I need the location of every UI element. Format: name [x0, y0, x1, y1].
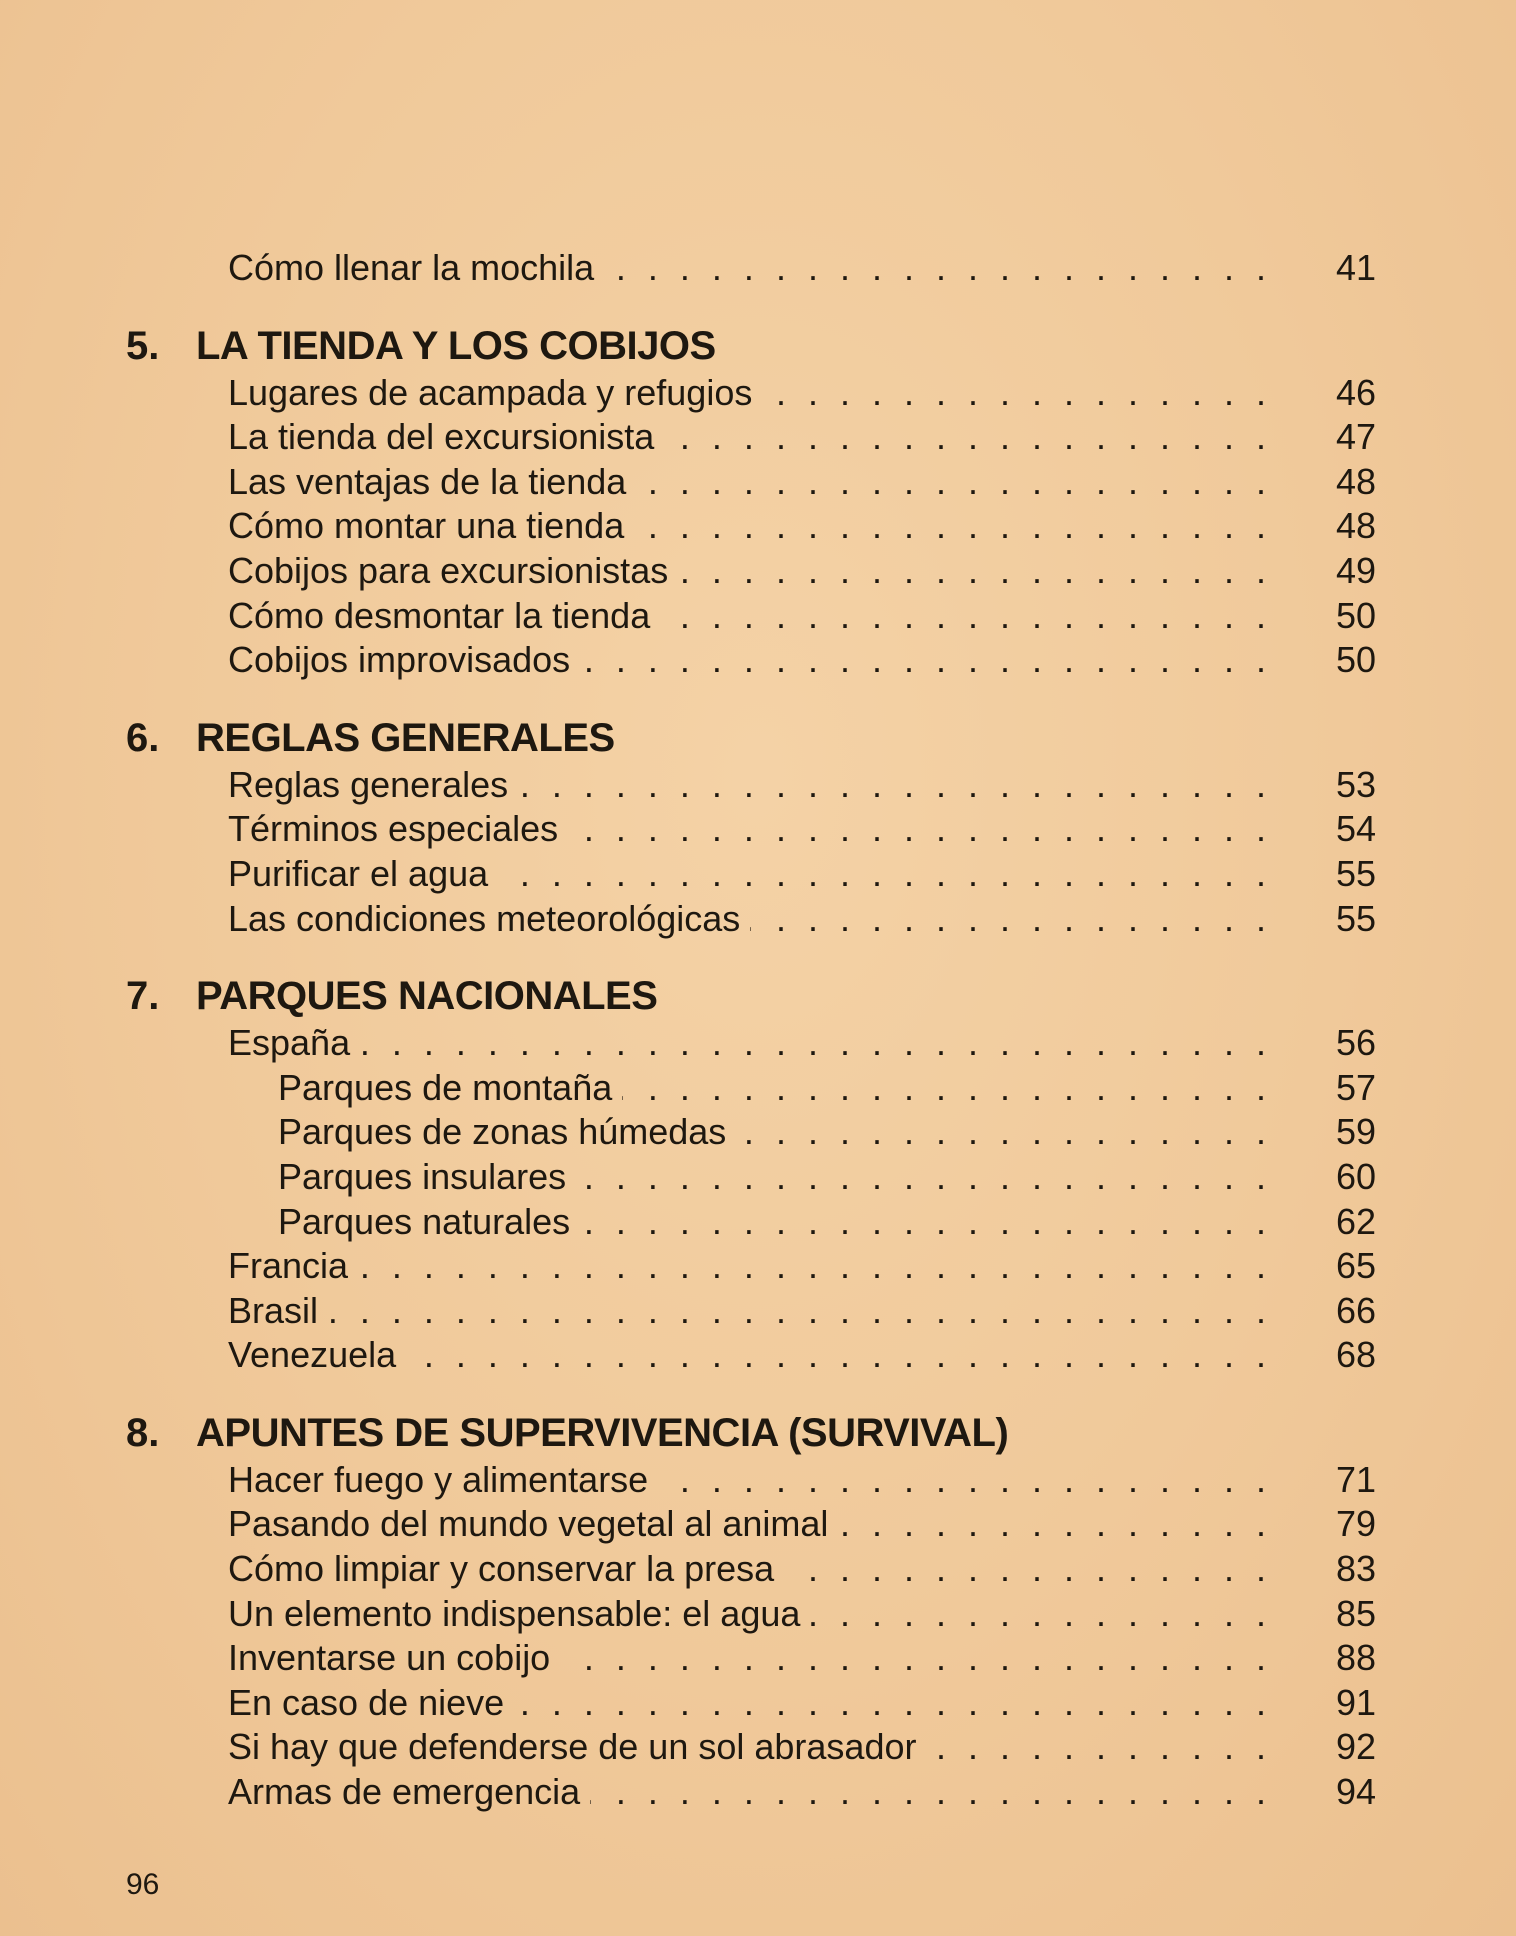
dot-leader [636, 460, 1266, 505]
toc-entry-title: Reglas generales [228, 763, 509, 805]
toc-entry [126, 1502, 1376, 1547]
toc-entry-title: Cómo montar una tienda [228, 505, 625, 547]
dot-leader [678, 549, 1266, 594]
toc-entry-title: Términos especiales [228, 808, 559, 850]
dot-leader [560, 1636, 1266, 1681]
chapter-number: 6. [126, 715, 160, 760]
toc-entry-page: 71 [1335, 1458, 1376, 1500]
toc-entry-title: Armas de emergencia [228, 1771, 581, 1813]
toc-entry-title: Las ventajas de la tienda [228, 460, 627, 502]
toc-entry-title: Cobijos improvisados [228, 639, 571, 681]
toc-entry-page: 68 [1335, 1334, 1376, 1376]
toc-entry [126, 1333, 1376, 1378]
toc-entry [126, 1636, 1376, 1681]
toc-entry-title: Purificar el agua [228, 852, 489, 894]
toc-entry [126, 460, 1376, 505]
toc-entry-title: Inventarse un cobijo [228, 1637, 551, 1679]
toc-entry-page: 53 [1335, 763, 1376, 805]
toc-entry-page: 50 [1335, 594, 1376, 636]
toc-entry-page: 48 [1335, 505, 1376, 547]
toc-entry [126, 1289, 1376, 1334]
chapter-heading [126, 713, 1376, 763]
dot-leader [810, 1592, 1266, 1637]
toc-entry [126, 594, 1376, 639]
toc-entry [126, 852, 1376, 897]
dot-leader [514, 1681, 1266, 1726]
toc-entry [126, 1021, 1376, 1066]
toc-entry [126, 638, 1376, 683]
dot-leader [576, 1155, 1266, 1200]
toc-entry-page: 55 [1335, 897, 1376, 939]
toc-entry [126, 371, 1376, 416]
toc-entry-title: Cómo desmontar la tienda [228, 594, 651, 636]
toc-entry [126, 897, 1376, 942]
toc-entry-page: 65 [1335, 1245, 1376, 1287]
dot-leader [664, 415, 1266, 460]
dot-leader [926, 1725, 1266, 1770]
toc-entry-title: Parques de zonas húmedas [278, 1111, 727, 1153]
toc-entry-page: 54 [1335, 808, 1376, 850]
chapter-number: 7. [126, 974, 160, 1019]
toc-entry-page: 47 [1335, 416, 1376, 458]
dot-leader [360, 1021, 1266, 1066]
toc-entry-page: 41 [1335, 247, 1376, 288]
toc-entry-title: Pasando del mundo vegetal al animal [228, 1503, 829, 1545]
toc-entry [126, 1244, 1376, 1289]
toc-entry [126, 246, 1376, 291]
toc-entry-title: Venezuela [228, 1334, 397, 1376]
toc-entry-page: 92 [1335, 1726, 1376, 1768]
toc-entry-page: 55 [1335, 852, 1376, 894]
chapter-number: 5. [126, 323, 160, 368]
chapter-title: REGLAS GENERALES [196, 715, 615, 760]
dot-leader [580, 638, 1266, 683]
dot-leader [604, 246, 1266, 291]
toc-entry [126, 504, 1376, 549]
dot-leader [838, 1502, 1266, 1547]
toc-entry [126, 1155, 1376, 1200]
toc-entry-page: 66 [1335, 1289, 1376, 1331]
toc-entry [126, 1066, 1376, 1111]
dot-leader [518, 763, 1266, 808]
dot-leader [358, 1244, 1266, 1289]
toc-entry-title: España [228, 1022, 351, 1064]
toc-entry [126, 1547, 1376, 1592]
toc-entry [126, 1725, 1376, 1770]
toc-entry-page: 91 [1335, 1681, 1376, 1723]
toc-entry-page: 88 [1335, 1637, 1376, 1679]
toc-entry-page: 62 [1335, 1200, 1376, 1242]
chapter-title: PARQUES NACIONALES [196, 974, 658, 1019]
toc-entry-title: Cobijos para excursionistas [228, 549, 669, 591]
toc-entry-title: Parques insulares [278, 1155, 567, 1197]
toc-entry-title: En caso de nieve [228, 1681, 505, 1723]
toc-entry-title: Parques de montaña [278, 1066, 613, 1108]
toc-entry-page: 57 [1335, 1066, 1376, 1108]
chapter-title: APUNTES DE SUPERVIVENCIA (SURVIVAL) [196, 1410, 1009, 1455]
toc-entry [126, 1681, 1376, 1726]
toc-entry-title: Brasil [228, 1289, 319, 1331]
toc-entry [126, 1592, 1376, 1637]
toc-entry [126, 1770, 1376, 1815]
toc-entry-page: 48 [1335, 460, 1376, 502]
toc-entry [126, 1200, 1376, 1245]
toc-entry-page: 49 [1335, 549, 1376, 591]
toc-entry-page: 85 [1335, 1592, 1376, 1634]
chapter-heading [126, 1408, 1376, 1458]
toc-entry [126, 1110, 1376, 1155]
dot-leader [580, 1200, 1266, 1245]
toc-entry-page: 60 [1335, 1155, 1376, 1197]
toc-entry-title: Francia [228, 1245, 349, 1287]
toc-entry-page: 59 [1335, 1111, 1376, 1153]
toc-entry [126, 1458, 1376, 1503]
toc-entry [126, 549, 1376, 594]
dot-leader [762, 371, 1266, 416]
toc-entry-title: Lugares de acampada y refugios [228, 371, 753, 413]
toc-entry-page: 79 [1335, 1503, 1376, 1545]
toc-entry-title: Un elemento indispensable: el agua [228, 1592, 801, 1634]
toc-entry-title: Cómo limpiar y conservar la presa [228, 1548, 775, 1590]
toc-entry-title: La tienda del excursionista [228, 416, 655, 458]
dot-leader [328, 1289, 1266, 1334]
toc-entry-page: 94 [1335, 1771, 1376, 1813]
toc-entry-page: 83 [1335, 1548, 1376, 1590]
toc-entry-page: 46 [1335, 371, 1376, 413]
toc-entry-page: 50 [1335, 639, 1376, 681]
toc-entry-title: Las condiciones meteorológicas [228, 897, 741, 939]
chapter-heading [126, 321, 1376, 371]
dot-leader [590, 1770, 1266, 1815]
dot-leader [568, 807, 1266, 852]
toc-entry-title: Parques naturales [278, 1200, 571, 1242]
toc-entry [126, 415, 1376, 460]
toc-entry [126, 807, 1376, 852]
toc-entry-page: 56 [1335, 1022, 1376, 1064]
toc-entry [126, 763, 1376, 808]
table-of-contents [126, 246, 1376, 1815]
toc-entry-title: Hacer fuego y alimentarse [228, 1458, 649, 1500]
dot-leader [736, 1110, 1266, 1155]
dot-leader [784, 1547, 1266, 1592]
chapter-title: LA TIENDA Y LOS COBIJOS [196, 323, 716, 368]
dot-leader [750, 897, 1266, 942]
dot-leader [634, 504, 1266, 549]
toc-entry-title: Si hay que defenderse de un sol abrasador [228, 1726, 917, 1768]
chapter-heading [126, 971, 1376, 1021]
page-number: 96 [126, 1868, 160, 1901]
dot-leader [622, 1066, 1266, 1111]
chapter-number: 8. [126, 1410, 160, 1455]
dot-leader [660, 594, 1266, 639]
dot-leader [406, 1333, 1266, 1378]
dot-leader [498, 852, 1266, 897]
dot-leader [658, 1458, 1266, 1503]
toc-entry-title: Cómo llenar la mochila [228, 247, 595, 288]
